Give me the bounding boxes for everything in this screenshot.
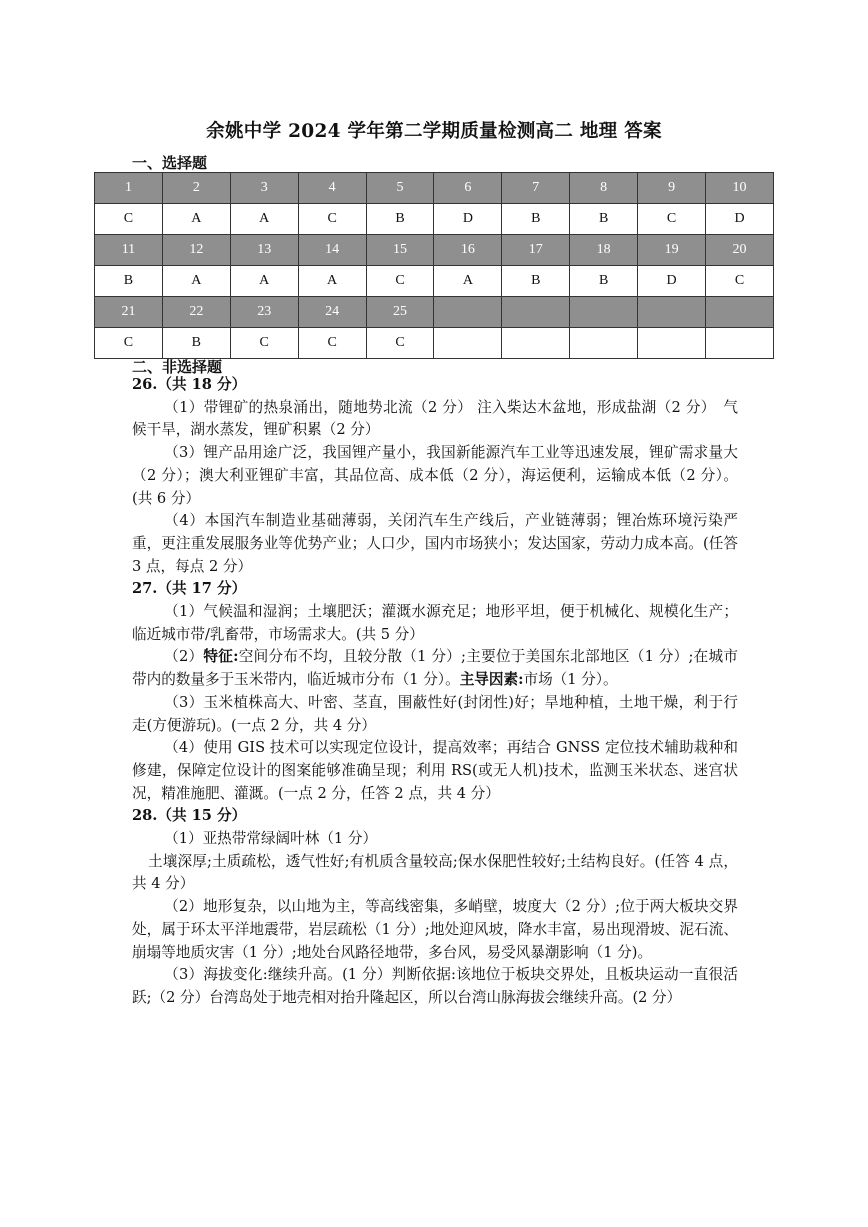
answer-cell (638, 328, 706, 359)
section-heading-choice: 一、选择题 (132, 154, 208, 172)
q27-feature-text: 空间分布不均，且较分散（1 分）;主要位于美国东北部地区（1 分）;在城市带内的数量多于玉米带内，临近城市分布（1 分）。 (132, 648, 738, 689)
answer-cell: B (570, 266, 638, 297)
number-row (95, 235, 774, 266)
answer-cell: D (434, 204, 502, 235)
question-number: 19 (638, 235, 706, 266)
answer-cell: A (162, 204, 230, 235)
answer-row (95, 266, 774, 297)
question-number: 15 (366, 235, 434, 266)
answer-cell: C (366, 328, 434, 359)
answer-cell: A (230, 266, 298, 297)
answer-cell: D (638, 266, 706, 297)
page-title: 余姚中学 2024 学年第二学期质量检测高二 地理 答案 (206, 121, 662, 142)
question-number (706, 297, 774, 328)
q27-part2 (132, 646, 738, 691)
q27-part3: （3）玉米植株高大、叶密、茎直，围蔽性好(封闭性)好；旱地种植，土地干燥，利于行走(方便游玩)。(一点 2 分，共 4 分） (132, 693, 738, 734)
question-number (638, 297, 706, 328)
answer-cell: A (434, 266, 502, 297)
question-number: 16 (434, 235, 502, 266)
q27-feature-label: 特征: (203, 648, 239, 666)
answer-body (132, 374, 738, 1010)
question-number: 1 (95, 173, 163, 204)
question-number: 12 (162, 235, 230, 266)
answer-row (95, 328, 774, 359)
answer-cell: C (366, 266, 434, 297)
question-number: 7 (502, 173, 570, 204)
answer-cell: C (298, 204, 366, 235)
number-row (95, 297, 774, 328)
question-number: 17 (502, 235, 570, 266)
q27-part2-number: （2） (164, 648, 204, 666)
answer-table (94, 172, 774, 359)
question-number: 22 (162, 297, 230, 328)
number-row (95, 173, 774, 204)
question-number: 25 (366, 297, 434, 328)
answer-cell: A (162, 266, 230, 297)
q27-main-factor-label: 主导因素: (459, 671, 524, 689)
answer-cell (434, 328, 502, 359)
question-number (570, 297, 638, 328)
answer-cell: D (706, 204, 774, 235)
question-26-heading: 26.（共 18 分） (132, 376, 247, 393)
answer-cell: C (230, 328, 298, 359)
question-number: 9 (638, 173, 706, 204)
question-number: 24 (298, 297, 366, 328)
answer-cell (706, 328, 774, 359)
question-number: 20 (706, 235, 774, 266)
question-number: 2 (162, 173, 230, 204)
question-number: 23 (230, 297, 298, 328)
answer-cell: C (95, 328, 163, 359)
answer-cell: B (502, 204, 570, 235)
q26-part1: （1）带锂矿的热泉涌出，随地势北流（2 分） 注入柴达木盆地，形成盐湖（2 分） 气候干旱，湖水蒸发，锂矿积累（2 分） (132, 398, 738, 439)
question-28-heading: 28.（共 15 分） (132, 807, 247, 825)
answer-cell: B (570, 204, 638, 235)
answer-cell: A (298, 266, 366, 297)
answer-cell (570, 328, 638, 359)
question-number: 13 (230, 235, 298, 266)
answer-cell: C (638, 204, 706, 235)
question-number (434, 297, 502, 328)
q27-part4: （4）使用 GIS 技术可以实现定位设计，提高效率；再结合 GNSS 定位技术辅助栽种和修建，保障定位设计的图案能够准确呈现；利用 RS(或无人机)技术，监测玉米状态、迷宫状况，精准施肥、灌溉。(一点 2 分，任答 2 点，共 4 分） (132, 739, 738, 802)
question-number: 11 (95, 235, 163, 266)
question-number: 21 (95, 297, 163, 328)
q28-part2: （2）地形复杂，以山地为主，等高线密集，多峭壁，坡度大（2 分）;位于两大板块交界处，属于环太平洋地震带，岩层疏松（1 分）;地处迎风坡，降水丰富，易出现滑坡、泥石流、崩塌等地质灾害（1 分）;地处台风路径地带，多台风，易受风暴潮影响（1 分)。 (132, 898, 738, 961)
question-number: 14 (298, 235, 366, 266)
q28-part1-soil: 土壤深厚;土质疏松，透气性好;有机质含量较高;保水保肥性较好;土结构良好。(任答 4 点，共 4 分） (132, 852, 738, 893)
section-heading-free-response: 二、非选择题 (132, 358, 223, 376)
question-number: 10 (706, 173, 774, 204)
q26-part4: （4）本国汽车制造业基础薄弱，关闭汽车生产线后，产业链薄弱；锂冶炼环境污染严重，更注重发展服务业等优势产业；人口少，国内市场狭小；发达国家，劳动力成本高。(任答 3 点，每点 2 分） (132, 512, 738, 575)
answer-cell: B (502, 266, 570, 297)
q27-main-factor-text: 市场（1 分）。 (523, 671, 618, 689)
question-27-heading: 27.（共 17 分） (132, 580, 247, 598)
q26-part3: （3）锂产品用途广泛，我国锂产量小，我国新能源汽车工业等迅速发展，锂矿需求量大（2 分）；澳大利亚锂矿丰富，其品位高、成本低（2 分），海运便利，运输成本低（2 分）。(共 6 分） (132, 444, 738, 507)
answer-cell: C (95, 204, 163, 235)
question-number: 6 (434, 173, 502, 204)
q28-part1: （1）亚热带常绿阔叶林（1 分） (164, 830, 378, 848)
answer-cell: C (298, 328, 366, 359)
answer-cell: B (366, 204, 434, 235)
question-number (502, 297, 570, 328)
q27-part1: （1）气候温和湿润；土壤肥沃；灌溉水源充足；地形平坦，便于机械化、规模化生产；临近城市带/乳畜带，市场需求大。(共 5 分） (132, 603, 738, 643)
answer-cell: A (230, 204, 298, 235)
q28-part3: （3）海拔变化:继续升高。(1 分）判断依据:该地位于板块交界处，且板块运动一直很活跃;（2 分）台湾岛处于地壳相对抬升隆起区，所以台湾山脉海拔会继续升高。(2 分） (132, 966, 738, 1006)
question-number: 18 (570, 235, 638, 266)
question-number: 8 (570, 173, 638, 204)
question-number: 3 (230, 173, 298, 204)
answer-row (95, 204, 774, 235)
answer-cell: C (706, 266, 774, 297)
question-number: 5 (366, 173, 434, 204)
answer-cell (502, 328, 570, 359)
question-number: 4 (298, 173, 366, 204)
answer-cell: B (95, 266, 163, 297)
answer-cell: B (162, 328, 230, 359)
